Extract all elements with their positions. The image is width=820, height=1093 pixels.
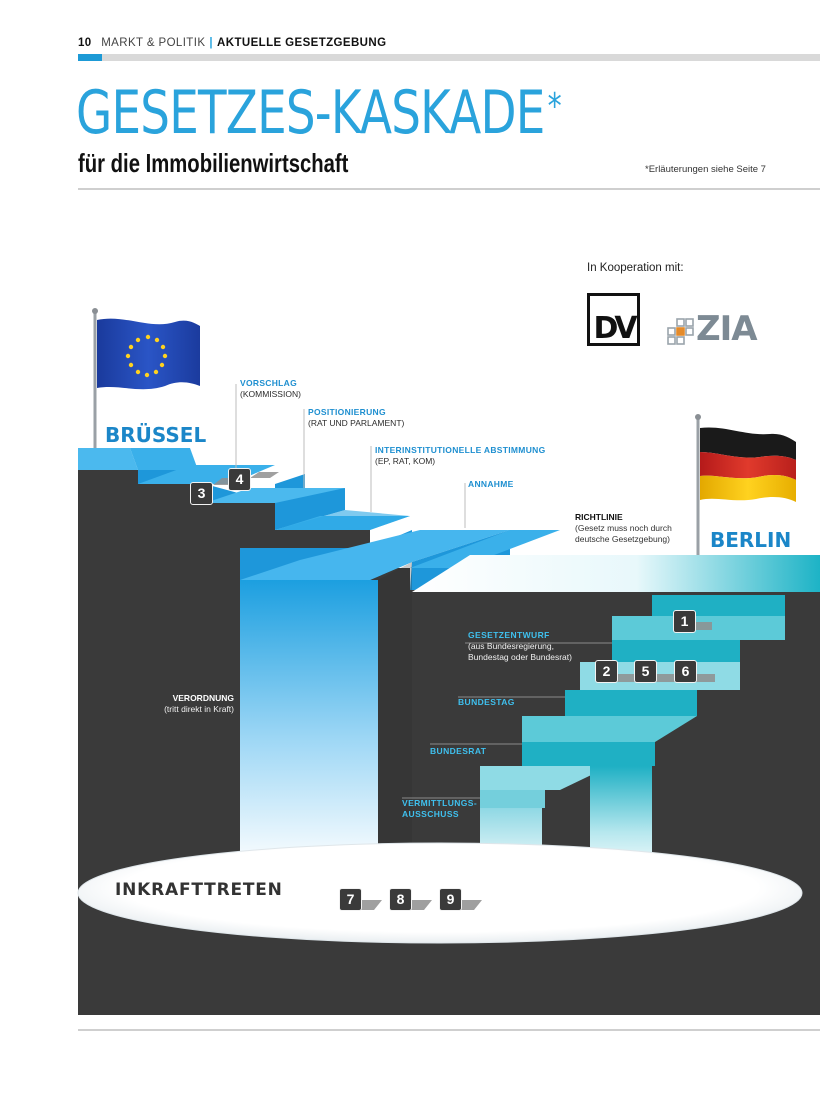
page-number: 10	[78, 37, 92, 49]
label-annahme: ANNAHME	[468, 479, 514, 489]
bottom-rule	[78, 1029, 820, 1031]
topic-label: AKTUELLE GESETZGEBUNG	[217, 37, 387, 49]
badge-4: 4	[228, 468, 251, 491]
badge-7: 7	[339, 888, 362, 911]
badge-5: 5	[634, 660, 657, 683]
label-verordnung: VERORDNUNG (tritt direkt in Kraft)	[164, 693, 234, 714]
title-asterisk: *	[547, 86, 561, 127]
page-title: GESETZES-KASKADE*	[76, 78, 561, 148]
footnote: *Erläuterungen siehe Seite 7	[645, 164, 766, 175]
label-gesetzentwurf: GESETZENTWURF (aus Bundesregierung, Bundestag oder Bundesrat)	[468, 630, 572, 662]
verordnung-waterfall	[240, 580, 378, 870]
section-label: MARKT & POLITIK	[101, 37, 206, 49]
label-interinstitutionelle-abstimmung: INTERINSTITUTIONELLE ABSTIMMUNG (EP, RAT, KOM)	[375, 445, 546, 466]
berlin-label: BERLIN	[710, 528, 792, 552]
brussels-label: BRÜSSEL	[105, 423, 207, 447]
badge-9: 9	[439, 888, 462, 911]
label-bundesrat: BUNDESRAT	[430, 746, 487, 756]
badge-3: 3	[190, 482, 213, 505]
zia-logo: ZIA	[696, 309, 757, 349]
page-subtitle: für die Immobilienwirtschaft	[78, 148, 349, 178]
vermittlung-step	[480, 790, 545, 808]
badge-1: 1	[673, 610, 696, 633]
zia-logo-mark	[667, 318, 697, 348]
header-separator: |	[209, 37, 214, 49]
dv-logo: DV	[587, 293, 640, 346]
label-vorschlag: VORSCHLAG (KOMMISSION)	[240, 378, 301, 399]
bundesrat-step	[522, 742, 655, 766]
berlin-platform	[412, 555, 820, 592]
badge-8: 8	[389, 888, 412, 911]
badge-2: 2	[595, 660, 618, 683]
brussels-platform-top	[78, 448, 138, 470]
bundestag-step	[565, 690, 697, 716]
inkrafttreten-label: INKRAFTTRETEN	[115, 880, 283, 900]
label-richtlinie: RICHTLINIE (Gesetz muss noch durch deutsche Gesetzgebung)	[575, 512, 672, 544]
label-bundestag: BUNDESTAG	[458, 697, 515, 707]
badge-6: 6	[674, 660, 697, 683]
label-vermittlungsausschuss: VERMITTLUNGS- AUSSCHUSS	[402, 798, 478, 819]
label-positionierung: POSITIONIERUNG (RAT UND PARLAMENT)	[308, 407, 405, 428]
cooperation-label: In Kooperation mit:	[587, 262, 684, 274]
